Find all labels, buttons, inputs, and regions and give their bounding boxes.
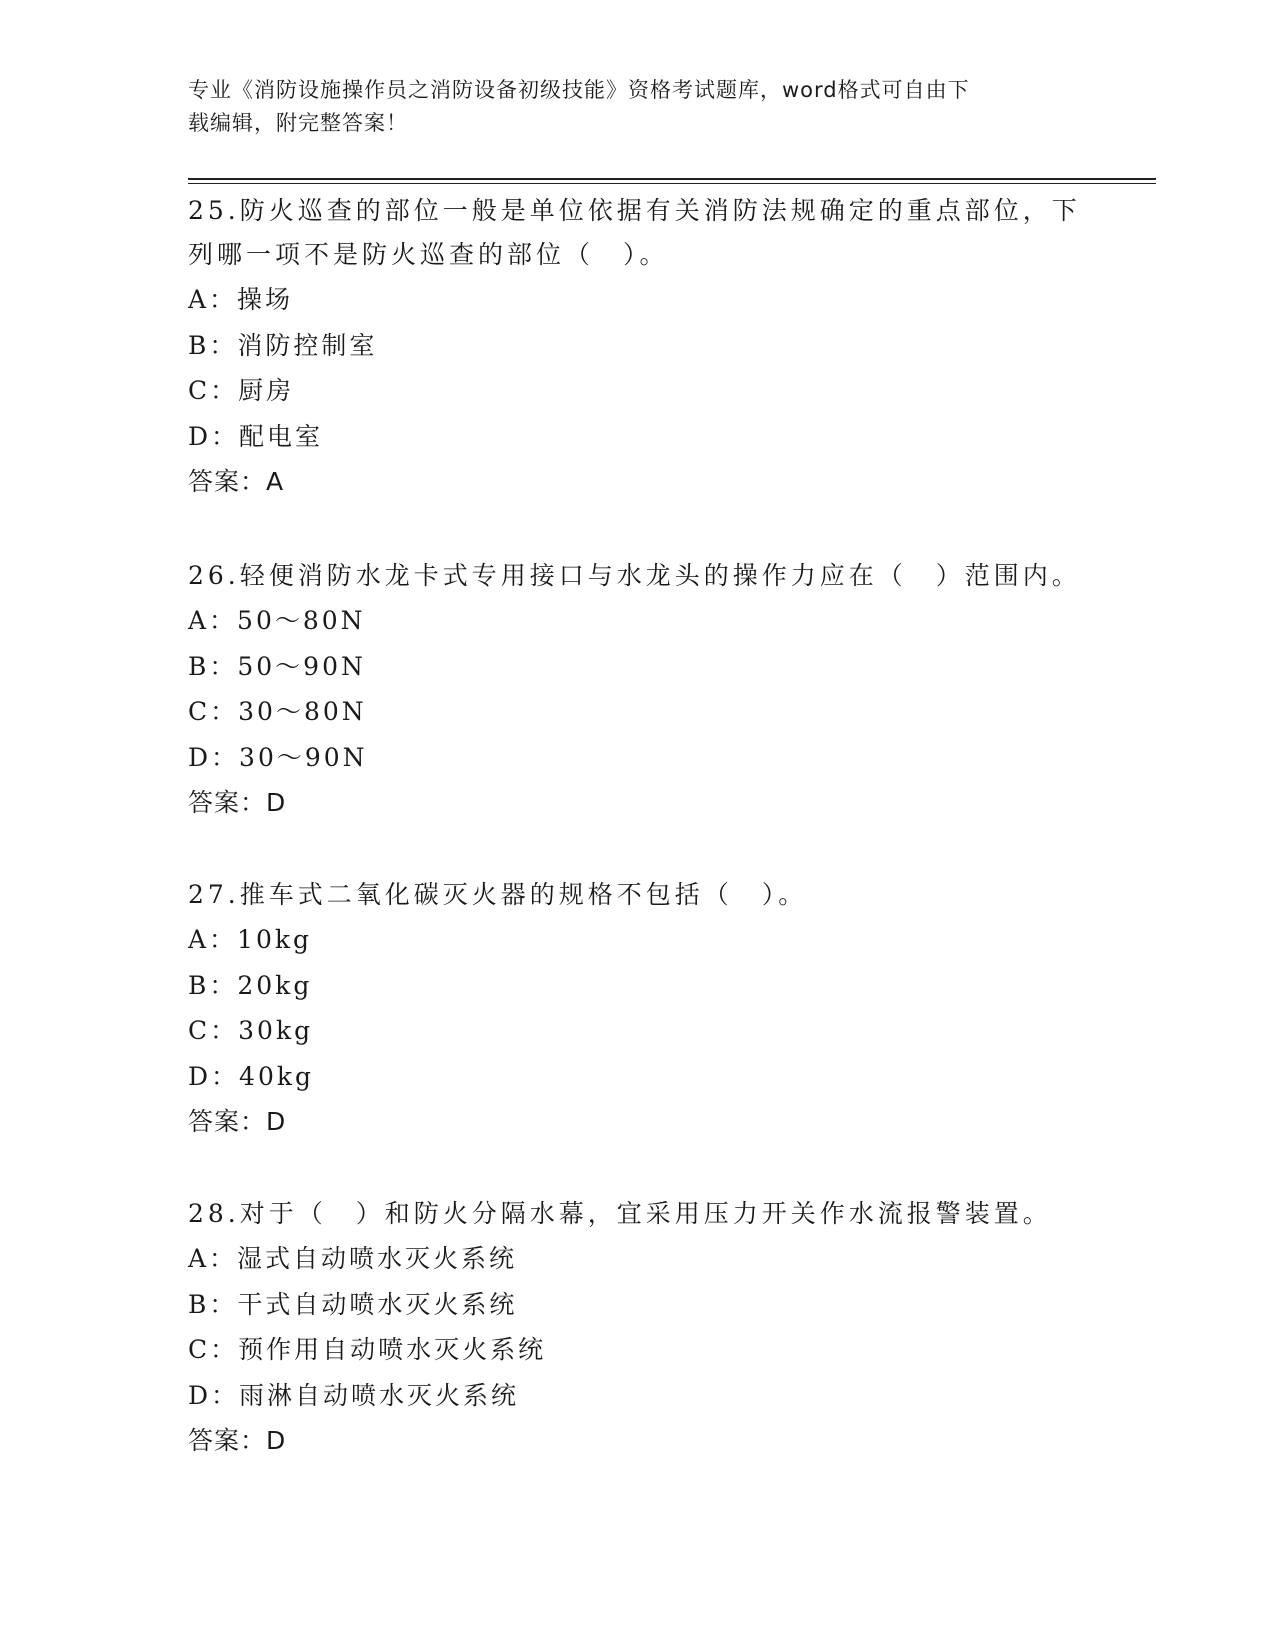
question-stem-line-1: 25.防火巡查的部位一般是单位依据有关消防法规确定的重点部位，下 (188, 196, 1081, 225)
question-stem-line-2: 列哪一项不是防火巡查的部位（ ）。 (188, 240, 669, 269)
option-b: B：20kg (188, 970, 313, 1000)
answer-line: 答案：D (188, 788, 287, 817)
option-d: D：雨淋自动喷水灭火系统 (188, 1380, 520, 1410)
option-c: C：厨房 (188, 376, 295, 405)
question-stem-line-1: 27.推车式二氧化碳灭火器的规格不包括（ ）。 (188, 880, 808, 909)
question-25 (188, 189, 1088, 505)
option-b: B：干式自动喷水灭火系统 (188, 1289, 518, 1319)
option-b: B：50～90N (188, 651, 366, 681)
option-a: A：50～80N (188, 606, 366, 635)
question-stem-line-1: 28.对于（ ）和防火分隔水幕，宜采用压力开关作水流报警装置。 (188, 1199, 1052, 1228)
option-d: D：配电室 (188, 421, 324, 451)
option-d: D：40kg (188, 1061, 315, 1091)
header-divider-thin (188, 183, 1156, 184)
option-d: D：30～90N (188, 742, 368, 772)
answer-line: 答案：D (188, 1426, 287, 1455)
answer-line: 答案：D (188, 1107, 287, 1136)
header-title-line-2: 载编辑，附完整答案！ (188, 111, 408, 135)
option-a: A：湿式自动喷水灭火系统 (188, 1244, 518, 1273)
document-header (188, 74, 1068, 140)
question-stem-line-1: 26.轻便消防水龙卡式专用接口与水龙头的操作力应在（ ）范围内。 (188, 561, 1081, 590)
header-title-line-1: 专业《消防设施操作员之消防设备初级技能》资格考试题库，word格式可自由下 (188, 78, 970, 102)
option-b: B：消防控制室 (188, 330, 378, 360)
question-26 (188, 554, 1088, 826)
option-a: A：操场 (188, 285, 294, 314)
header-divider-thick (188, 178, 1156, 180)
question-28 (188, 1192, 1088, 1464)
answer-line: 答案：A (188, 467, 285, 496)
option-c: C：预作用自动喷水灭火系统 (188, 1335, 547, 1364)
option-c: C：30kg (188, 1016, 314, 1045)
option-a: A：10kg (188, 925, 313, 954)
option-c: C：30～80N (188, 697, 367, 726)
question-27 (188, 873, 1088, 1145)
